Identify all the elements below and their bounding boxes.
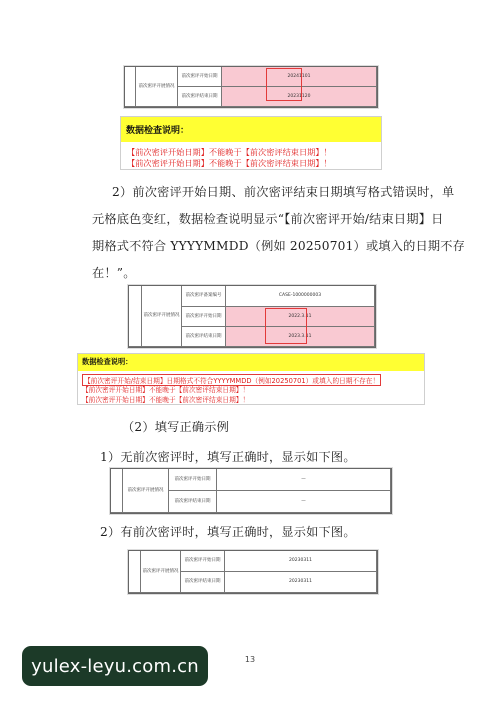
end-date-label: 前次密评结束日期 bbox=[169, 491, 217, 513]
start-date-cell[interactable]: 2022.3.11 bbox=[226, 307, 375, 327]
table-correct-empty bbox=[110, 468, 392, 514]
table-error-format bbox=[128, 285, 376, 348]
table-blank-cell bbox=[129, 551, 141, 593]
end-date-cell[interactable]: — bbox=[217, 491, 391, 513]
table-blank-cell bbox=[111, 469, 123, 513]
filing-number-cell[interactable]: CASE-1000000003 bbox=[226, 286, 375, 307]
error-highlight-box bbox=[266, 68, 302, 101]
end-date-label: 前次密评结束日期 bbox=[182, 327, 226, 347]
notice-line: 【前次密评开始日期】不能晚于【前次密评结束日期】！ bbox=[127, 158, 332, 168]
end-date-cell[interactable]: 20231120 bbox=[222, 87, 377, 107]
end-date-cell[interactable]: 2023.3.11 bbox=[226, 327, 375, 347]
paragraph-has-previous: 2）有前次密评时，填写正确时，显示如下图。 bbox=[100, 525, 356, 539]
table-error-order bbox=[124, 66, 378, 108]
table-blank-cell bbox=[129, 286, 142, 347]
row-group-label: 前次密评开展情况 bbox=[136, 67, 178, 107]
start-date-cell[interactable]: 20230311 bbox=[225, 551, 377, 572]
paragraph-no-previous: 1）无前次密评时，填写正确时，显示如下图。 bbox=[100, 450, 356, 464]
start-date-label: 前次密评开始日期 bbox=[178, 67, 222, 87]
filing-number-label: 前次密评备案编号 bbox=[182, 286, 226, 307]
start-date-cell[interactable]: 20241101 bbox=[222, 67, 377, 87]
start-date-label: 前次密评开始日期 bbox=[182, 307, 226, 327]
start-date-cell[interactable]: — bbox=[217, 469, 391, 491]
table-blank-cell bbox=[125, 67, 136, 107]
paragraph-format-error bbox=[92, 179, 466, 287]
data-check-notice bbox=[77, 353, 425, 405]
notice-title: 数据检查说明： bbox=[121, 117, 381, 142]
start-date-label: 前次密评开始日期 bbox=[181, 551, 225, 572]
row-group-label: 前次密评开展情况 bbox=[142, 286, 182, 347]
paragraph-line: 在！”。 bbox=[92, 266, 136, 280]
paragraph-line: 期格式不符合 YYYYMMDD（例如 20250701）或填入的日期不存 bbox=[92, 239, 466, 253]
row-group-label: 前次密评开展情况 bbox=[141, 551, 181, 593]
notice-line: 【前次密评开始日期】不能晚于【前次密评结束日期】！ bbox=[82, 396, 250, 404]
page-number: 13 bbox=[244, 655, 256, 664]
site-watermark: yulex-leyu.com.cn bbox=[22, 646, 208, 686]
notice-title: 数据检查说明： bbox=[78, 354, 424, 371]
data-check-notice bbox=[120, 116, 382, 170]
end-date-label: 前次密评结束日期 bbox=[178, 87, 222, 107]
table-correct-filled bbox=[128, 550, 378, 594]
end-date-label: 前次密评结束日期 bbox=[181, 572, 225, 593]
notice-line: 【前次密评开始日期】不能晚于【前次密评结束日期】！ bbox=[82, 386, 250, 394]
error-highlight-box bbox=[265, 308, 307, 344]
notice-line: 【前次密评开始日期】不能晚于【前次密评结束日期】！ bbox=[127, 147, 332, 157]
paragraph-line: 2）前次密评开始日期、前次密评结束日期填写格式错误时，单 bbox=[112, 185, 455, 199]
end-date-cell[interactable]: 20230311 bbox=[225, 572, 377, 593]
row-group-label: 前次密评开展情况 bbox=[123, 469, 169, 513]
section-heading: （2）填写正确示例 bbox=[122, 420, 230, 434]
paragraph-line: 元格底色变红，数据检查说明显示“【前次密评开始/结束日期】日 bbox=[92, 212, 444, 226]
start-date-label: 前次密评开始日期 bbox=[169, 469, 217, 491]
notice-line: 【前次密评开始/结束日期】日期格式不符合YYYYMMDD（例如20250701）或填入的日期不存在！ bbox=[82, 374, 381, 386]
